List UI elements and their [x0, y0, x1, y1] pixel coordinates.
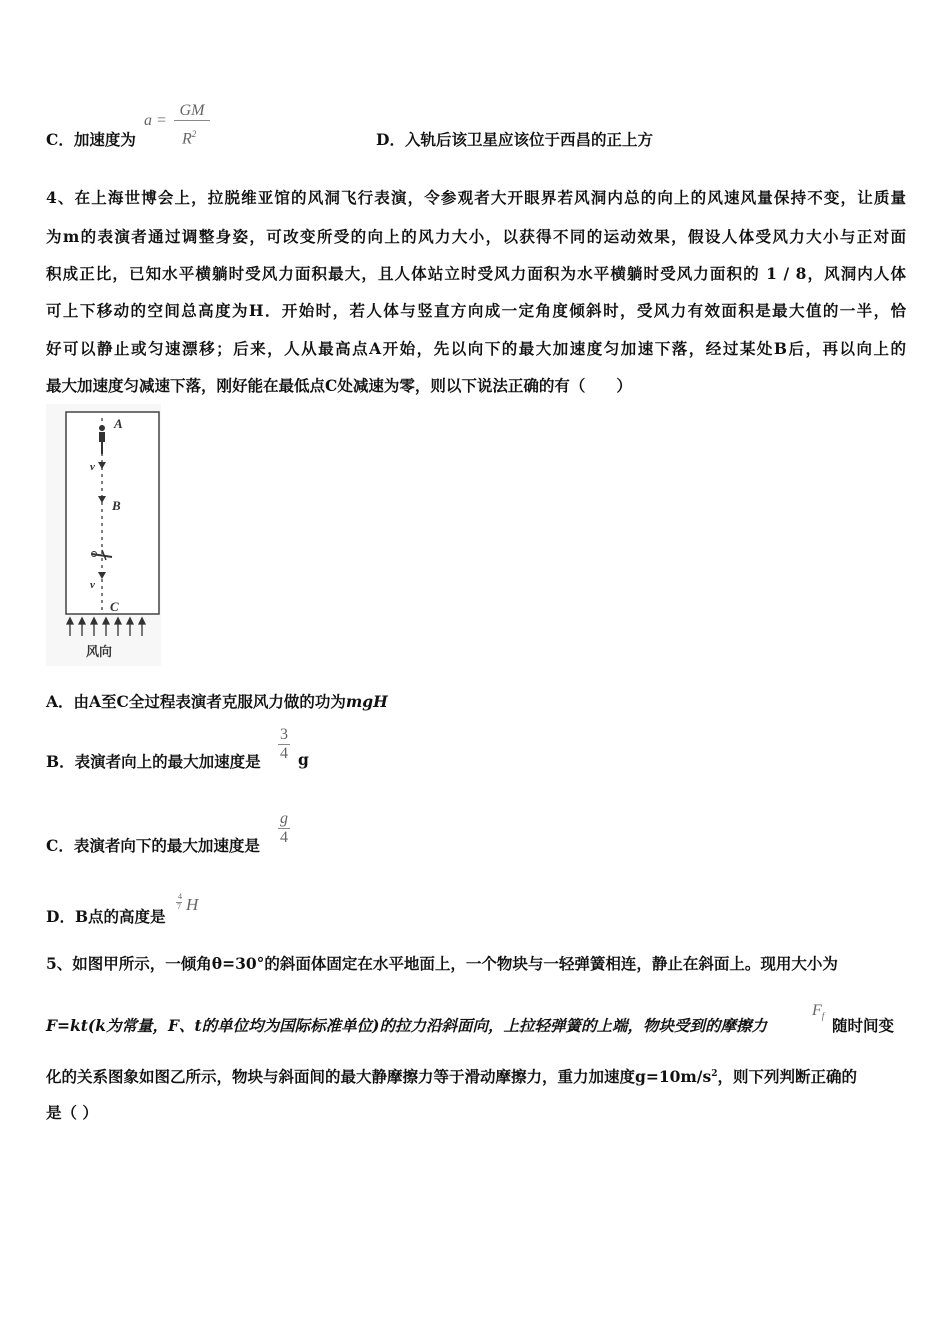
q4-option-a: [46, 690, 906, 712]
velocity-label-bottom: v: [90, 579, 95, 591]
q5-line3-sup: 2: [711, 1068, 718, 1079]
q4-option-b-num: 3: [280, 726, 288, 743]
q5-line2-text: F=kt(k为常量，F、t的单位均为国际标准单位)的拉力沿斜面向，上拉轻弹簧的上端，物块受到的摩擦力: [46, 1016, 767, 1035]
q3-option-c-formula-den-base: R: [182, 130, 192, 148]
q4-option-a-math: mgH: [345, 692, 388, 711]
q4-option-b-den: 4: [280, 744, 288, 762]
q3-option-c-formula-lhs: a =: [144, 112, 167, 129]
q5-friction-symbol: [812, 1002, 824, 1021]
q3-option-d: D．入轨后该卫星应该位于西昌的正上方: [376, 130, 653, 149]
q3-options-row: [46, 102, 906, 152]
q4-option-c-num: g: [280, 810, 288, 827]
q5-stem-line-4: 是（ ）: [46, 1103, 98, 1122]
q4-stem-line-6: 最大加速度匀减速下落，刚好能在最低点C处减速为零，则以下说法正确的有（ ）: [46, 376, 632, 395]
point-c-label: C: [110, 599, 119, 614]
velocity-label-top: v: [90, 461, 95, 473]
q3-option-c-formula-den-exp: 2: [191, 129, 197, 139]
q4-option-c-fraction: [278, 810, 290, 846]
point-b-label: B: [112, 498, 121, 513]
tunnel-box: [66, 412, 159, 614]
q5-stem-line-1: 5、如图甲所示，一倾角θ=30°的斜面体固定在水平地面上，一个物块与一轻弹簧相连，静止在斜面上。现用大小为: [46, 954, 838, 973]
q3-option-c-formula-num: GM: [174, 102, 210, 121]
wind-tunnel-diagram: [46, 404, 161, 666]
q3-option-c-label: C．加速度为: [46, 130, 136, 149]
q4-option-d-text: D．B点的高度是: [46, 907, 166, 926]
q4-option-b-fraction: [278, 726, 290, 762]
q4-stem-line-3: 积成正比，已知水平横躺时受风力面积最大，且人体站立时受风力面积为水平横躺时受风力面积的 1 / 8，风洞内人体: [46, 264, 906, 283]
q4-option-c-text: C．表演者向下的最大加速度是: [46, 836, 260, 855]
q4-option-d: [46, 893, 906, 925]
q4-option-d-num: 4: [178, 892, 182, 901]
q3-option-c-formula-den: [182, 129, 196, 148]
q4-stem-line-2: 为m的表演者通过调整身姿，可改变所受的向上的风力大小，以获得不同的运动效果，假设人体受风力大小与正对面: [46, 227, 906, 246]
q5-stem-line-3: [46, 1065, 906, 1087]
q4-stem-line-1: 4、在上海世博会上，拉脱维亚馆的风洞飞行表演，令参观者大开眼界若风洞内总的向上的风速风量保持不变，让质量: [46, 188, 906, 207]
q4-option-b-unit: g: [298, 750, 309, 769]
q4-option-a-text: A．由A至C全过程表演者克服风力做的功为: [46, 692, 346, 711]
q4-stem-line-4: 可上下移动的空间总高度为H．开始时，若人体与竖直方向成一定角度倾斜时，受风力有效面积是最大值的一半，恰: [46, 301, 906, 320]
q4-stem-line-5: 好可以静止或匀速漂移；后来，人从最高点A开始，先以向下的最大加速度匀加速下落，经过某处B后，再以向上的: [46, 339, 906, 358]
q4-option-d-var: H: [186, 895, 199, 914]
wind-tunnel-figure: [46, 404, 161, 666]
q5-line3-text: 化的关系图象如图乙所示，物块与斜面间的最大静摩擦力等于滑动摩擦力，重力加速度g=10m/s: [46, 1067, 712, 1086]
q5-friction-symbol-sub: f: [821, 1011, 825, 1022]
q5-line2-end: 随时间变: [832, 1016, 895, 1035]
wind-direction-label: 风向: [86, 645, 113, 660]
q4-option-c: [46, 810, 906, 856]
q4-option-d-den: 7: [177, 901, 181, 911]
q4-option-c-den: 4: [280, 828, 288, 846]
q5-line3-end: ，则下列判断正确的: [717, 1067, 857, 1086]
point-a-label: A: [114, 416, 123, 431]
q5-stem-line-2: [46, 1002, 906, 1034]
q4-option-d-fraction: [176, 893, 182, 912]
q4-option-b: [46, 726, 906, 772]
q4-option-b-text: B．表演者向上的最大加速度是: [46, 752, 261, 771]
q5-friction-symbol-base: F: [812, 1002, 822, 1019]
